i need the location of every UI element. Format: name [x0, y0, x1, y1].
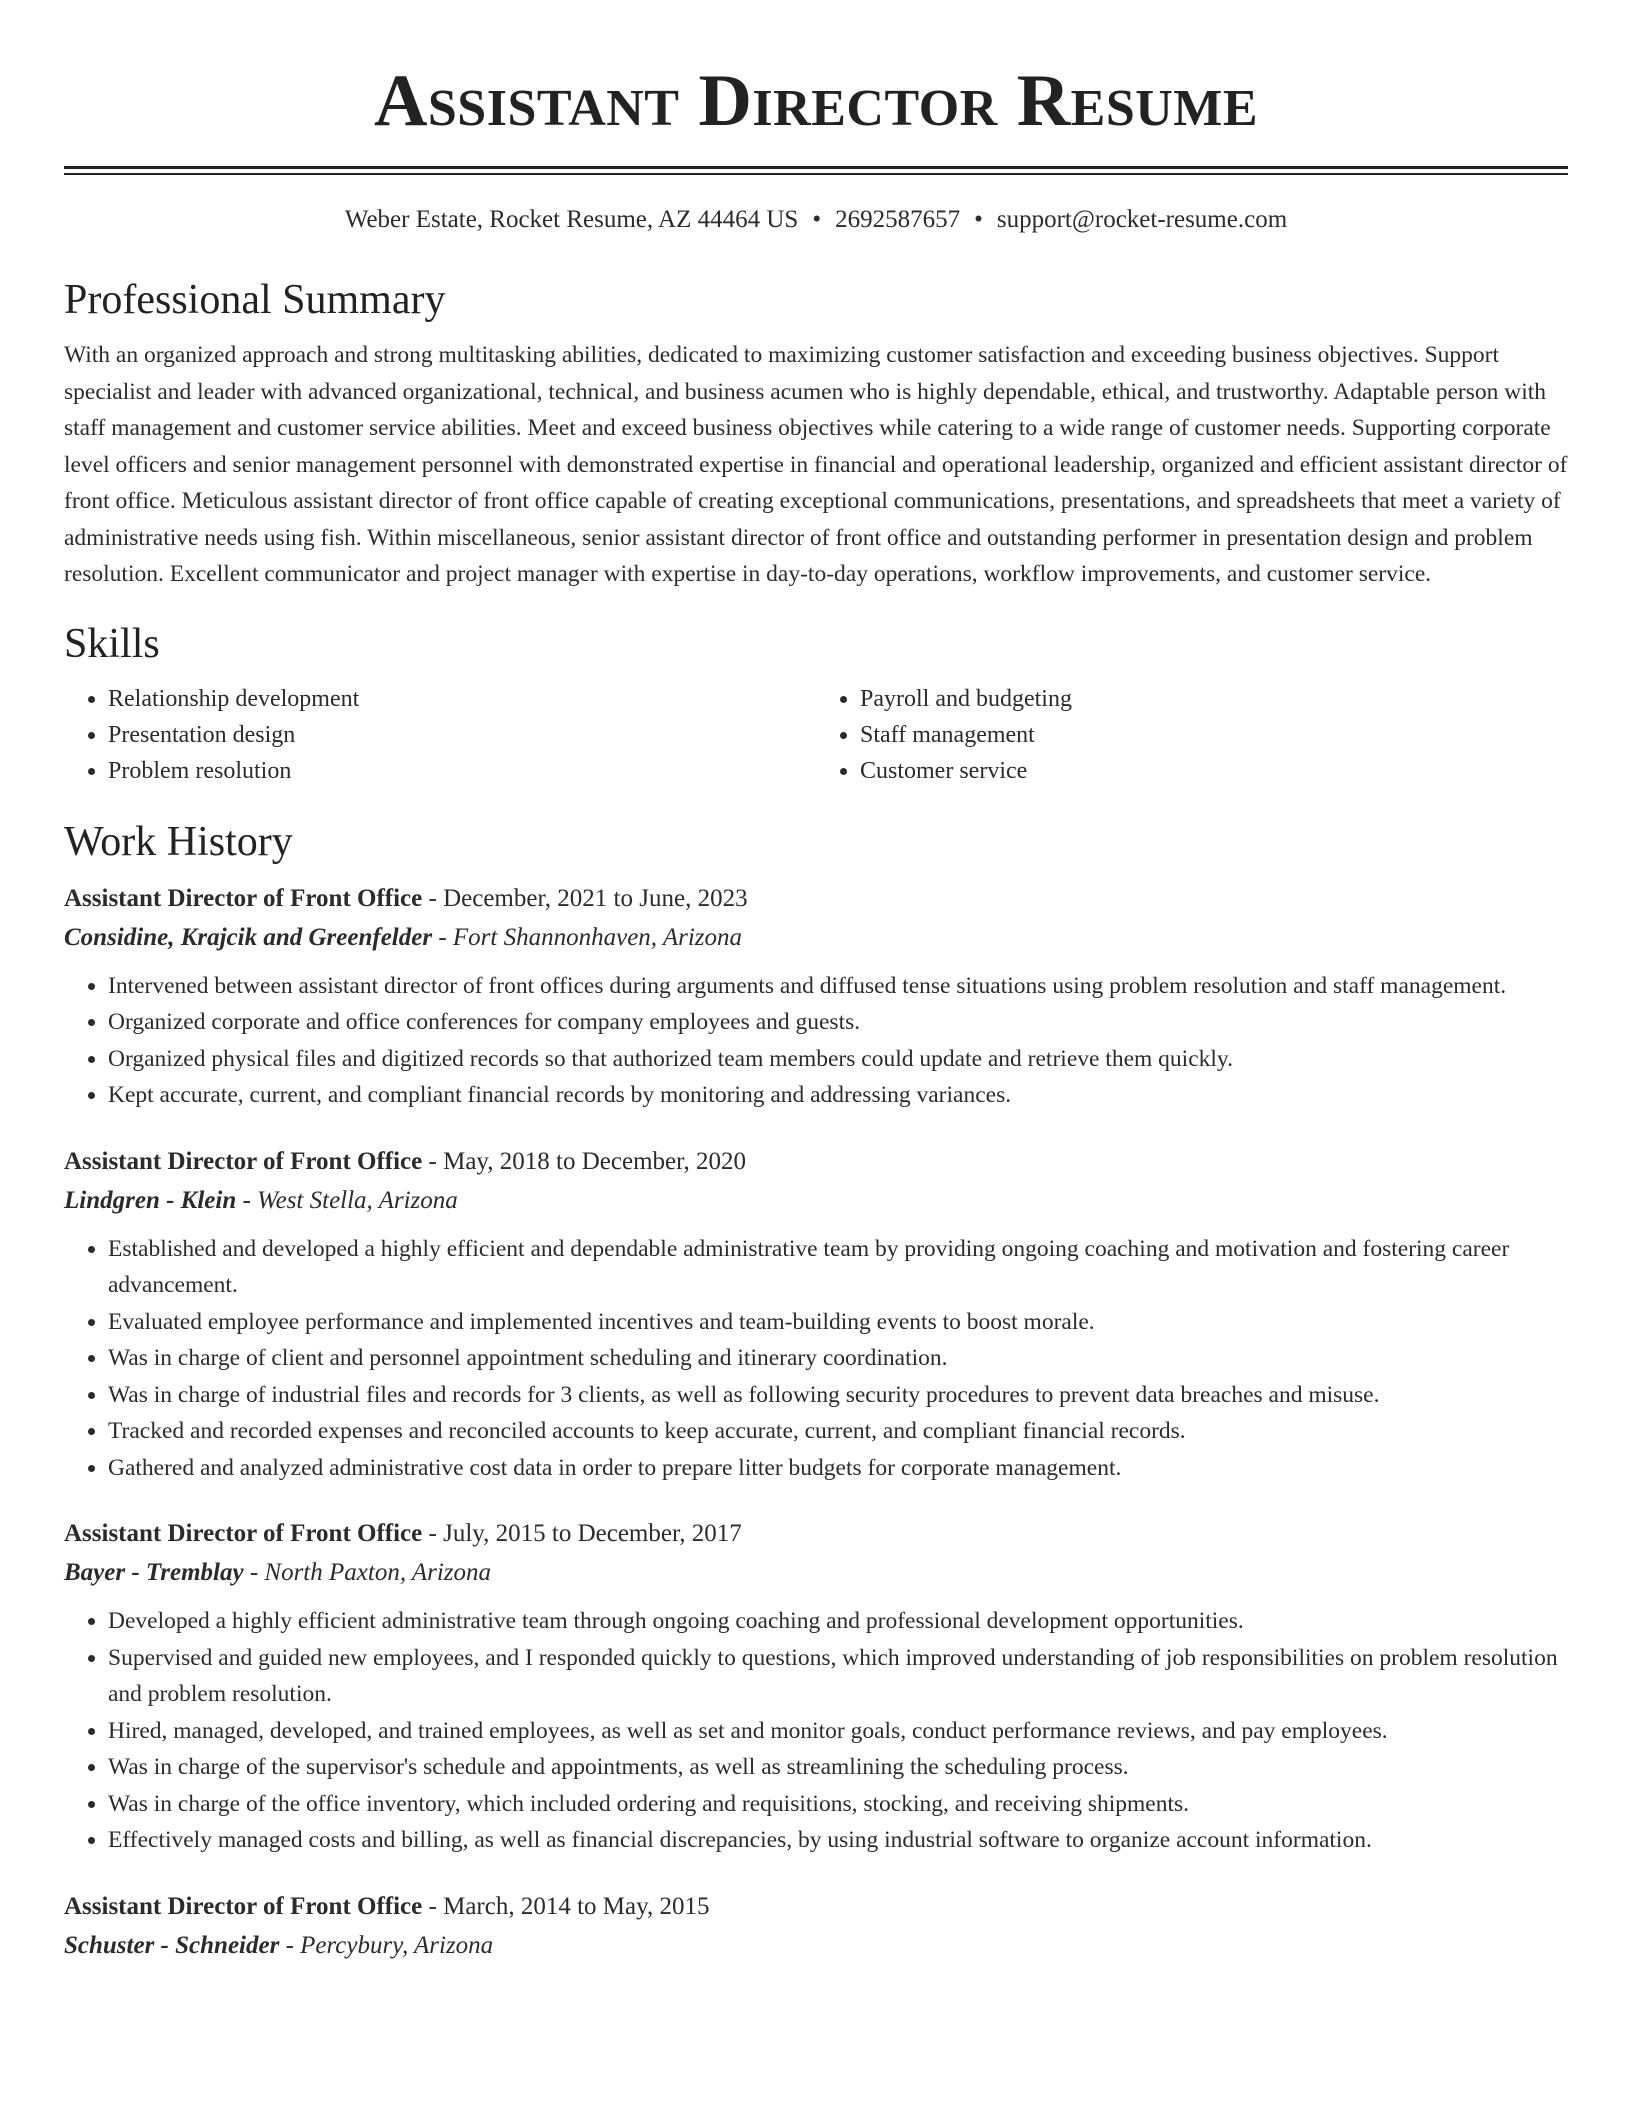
job-company-line [64, 1555, 1568, 1591]
job-company-line [64, 1928, 1568, 1964]
job-entry [64, 1889, 1568, 1964]
job-role: Assistant Director of Front Office [64, 1520, 423, 1547]
job-company-line [64, 1183, 1568, 1219]
job-bullet: • Evaluated employee performance and implemented incentives and team-building events to boost morale. [108, 1304, 1568, 1341]
resume-page [64, 0, 1568, 1964]
skills-section [64, 619, 1568, 789]
job-title-line [64, 1889, 1568, 1925]
job-company: Considine, Krajcik and Greenfelder [64, 923, 433, 951]
job-bullet: • Was in charge of client and personnel appointment scheduling and itinerary coordination. [108, 1340, 1568, 1377]
job-title-line [64, 1144, 1568, 1180]
job-location: - Fort Shannonhaven, Arizona [432, 923, 743, 951]
job-bullet: • Was in charge of the supervisor's schedule and appointments, as well as streamlining the scheduling process. [108, 1749, 1568, 1786]
job-dates: - March, 2014 to May, 2015 [422, 1892, 710, 1920]
contact-separator: • [812, 206, 822, 233]
job-bullet: • Gathered and analyzed administrative cost data in order to prepare litter budgets for corporate management. [108, 1450, 1568, 1487]
skills-column-left [64, 681, 816, 789]
skill-item: • Payroll and budgeting [860, 681, 1568, 717]
job-company-line [64, 920, 1568, 956]
summary-heading: Professional Summary [64, 277, 446, 323]
job-bullets [64, 968, 1568, 1114]
skill-item: • Presentation design [108, 717, 816, 753]
job-location: - Percybury, Arizona [279, 1931, 494, 1959]
job-bullets [64, 1603, 1568, 1859]
skill-item: • Staff management [860, 717, 1568, 753]
job-bullet: • Supervised and guided new employees, and I responded quickly to questions, which improved understanding of job responsibilities on problem resolution and problem resolution. [108, 1640, 1568, 1713]
job-bullet: • Established and developed a highly efficient and dependable administrative team by providing ongoing coaching and motivation and fostering career advancement. [108, 1231, 1568, 1304]
job-dates: - December, 2021 to June, 2023 [422, 884, 748, 912]
skills-grid [64, 681, 1568, 789]
job-dates: - July, 2015 to December, 2017 [422, 1520, 742, 1547]
job-bullet: • Effectively managed costs and billing, as well as financial discrepancies, by using industrial software to organize account information. [108, 1822, 1568, 1859]
job-bullet: • Kept accurate, current, and compliant financial records by monitoring and addressing variances. [108, 1077, 1568, 1114]
contact-email[interactable]: support@rocket-resume.com [996, 206, 1288, 233]
job-role: Assistant Director of Front Office [64, 884, 423, 912]
job-bullet: • Was in charge of industrial files and records for 3 clients, as well as following security procedures to prevent data breaches and misuse. [108, 1377, 1568, 1414]
skill-item: • Relationship development [108, 681, 816, 717]
job-bullet: • Organized physical files and digitized records so that authorized team members could update and retrieve them quickly. [108, 1041, 1568, 1078]
job-title-line [64, 1516, 1568, 1552]
professional-summary-section [64, 275, 1568, 593]
contact-phone: 2692587657 [835, 206, 961, 233]
job-bullet: • Tracked and recorded expenses and reconciled accounts to keep accurate, current, and compliant financial records. [108, 1413, 1568, 1450]
job-bullet: • Hired, managed, developed, and trained employees, as well as set and monitor goals, conduct performance reviews, and pay employees. [108, 1713, 1568, 1750]
contact-separator: • [974, 206, 983, 233]
job-title-line [64, 881, 1568, 917]
job-company: Lindgren - Klein [64, 1186, 237, 1214]
job-role: Assistant Director of Front Office [64, 1892, 423, 1920]
job-bullets [64, 1231, 1568, 1487]
job-bullet: • Developed a highly efficient administrative team through ongoing coaching and professional development opportunities. [108, 1603, 1568, 1640]
job-dates: - May, 2018 to December, 2020 [422, 1147, 746, 1175]
job-entry [64, 1516, 1568, 1859]
contact-address: Weber Estate, Rocket Resume, AZ 44464 US [344, 206, 799, 233]
job-entry [64, 881, 1568, 1114]
resume-title: Assistant Director Resume [373, 60, 1259, 142]
title-divider-thick [64, 166, 1568, 169]
job-location: - North Paxton, Arizona [243, 1559, 492, 1586]
job-bullet: • Was in charge of the office inventory, which included ordering and requisitions, stocking, and receiving shipments. [108, 1786, 1568, 1823]
summary-paragraph: With an organized approach and strong multitasking abilities, dedicated to maximizing customer satisfaction and exceeding business objectives. Support specialist and leader with advanced organizational, technical, and business acumen who is highly dependable, ethical, and trustworthy. Adaptable person with staff management and customer service abilities. Meet and exceed business objectives while catering to a wide range of customer needs. Supporting corporate level officers and senior management personnel with demonstrated expertise in financial and operational leadership, organized and efficient assistant director of front office. Meticulous assistant director of front office capable of creating exceptional communications, presentations, and spreadsheets that meet a variety of administrative needs using fish. Within miscellaneous, senior assistant director of front office and outstanding performer in presentation design and problem resolution. Excellent communicator and project manager with expertise in day-to-day operations, workflow improvements, and customer service. [64, 342, 1568, 587]
title-divider-thin [64, 173, 1568, 175]
skill-item: • Customer service [860, 753, 1568, 789]
work-history-section [64, 817, 1568, 1964]
contact-line [64, 205, 1568, 235]
job-location: - West Stella, Arizona [236, 1186, 458, 1214]
skill-item: • Problem resolution [108, 753, 816, 789]
job-company: Schuster - Schneider [64, 1931, 280, 1959]
job-role: Assistant Director of Front Office [64, 1147, 423, 1175]
skills-column-right [816, 681, 1568, 789]
skills-heading: Skills [64, 620, 160, 667]
job-bullet: • Intervened between assistant director of front offices during arguments and diffused tense situations using problem resolution and staff management. [108, 968, 1568, 1005]
job-company: Bayer - Tremblay [64, 1559, 244, 1586]
job-bullet: • Organized corporate and office conferences for company employees and guests. [108, 1004, 1568, 1041]
job-entry [64, 1144, 1568, 1487]
work-history-heading: Work History [64, 818, 293, 865]
